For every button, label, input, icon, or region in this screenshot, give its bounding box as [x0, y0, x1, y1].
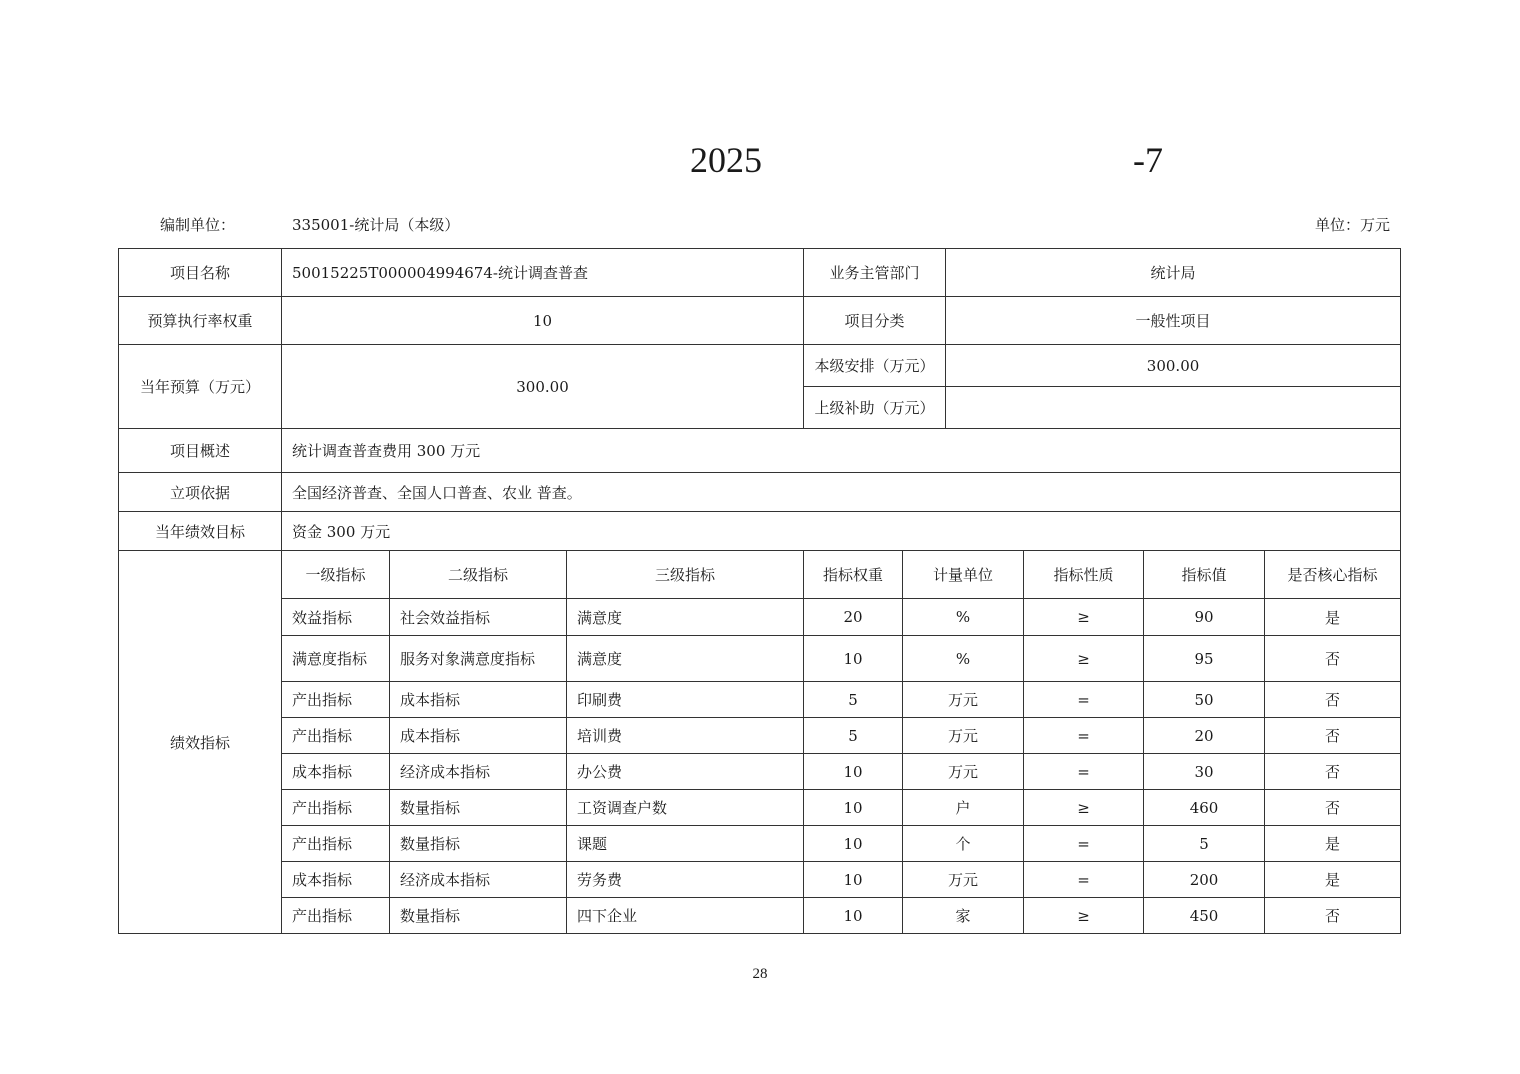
page-number: 28 [752, 966, 768, 982]
indicator-weight: 10 [804, 826, 903, 862]
indicator-unit: % [903, 636, 1024, 682]
indicator-unit: 家 [903, 898, 1024, 934]
indicator-value: 5 [1144, 826, 1265, 862]
indicator-row [119, 790, 1401, 826]
indicator-weight: 10 [804, 862, 903, 898]
indicator-level1: 效益指标 [282, 599, 390, 636]
indicator-level2: 成本指标 [390, 718, 567, 754]
summary-label: 项目概述 [119, 429, 282, 473]
org-value: 335001-统计局（本级） [292, 216, 460, 234]
weight-label: 预算执行率权重 [119, 297, 282, 345]
indicator-level1: 产出指标 [282, 718, 390, 754]
indicator-header-level2: 二级指标 [390, 551, 567, 599]
indicator-row [119, 636, 1401, 682]
indicator-value: 95 [1144, 636, 1265, 682]
indicator-value: 460 [1144, 790, 1265, 826]
indicator-unit: 万元 [903, 718, 1024, 754]
indicator-row [119, 826, 1401, 862]
indicator-core: 是 [1265, 862, 1401, 898]
indicator-weight: 10 [804, 754, 903, 790]
indicator-level3: 工资调查户数 [567, 790, 804, 826]
indicator-header-level3: 三级指标 [567, 551, 804, 599]
indicator-value: 50 [1144, 682, 1265, 718]
local-budget-value: 300.00 [946, 345, 1401, 387]
indicator-level2: 经济成本指标 [390, 862, 567, 898]
indicator-level3: 满意度 [567, 599, 804, 636]
indicator-row [119, 718, 1401, 754]
indicator-level1: 产出指标 [282, 790, 390, 826]
indicator-row [119, 599, 1401, 636]
indicator-header-core: 是否核心指标 [1265, 551, 1401, 599]
upper-subsidy-value [946, 387, 1401, 429]
indicator-level2: 数量指标 [390, 826, 567, 862]
indicator-core: 否 [1265, 790, 1401, 826]
indicator-weight: 10 [804, 790, 903, 826]
indicator-row [119, 862, 1401, 898]
indicator-level2: 社会效益指标 [390, 599, 567, 636]
indicator-header-weight: 指标权重 [804, 551, 903, 599]
indicator-nature: ≥ [1024, 898, 1144, 934]
basis-label: 立项依据 [119, 473, 282, 512]
indicator-nature: = [1024, 718, 1144, 754]
indicator-nature: ≥ [1024, 599, 1144, 636]
indicator-level1: 满意度指标 [282, 636, 390, 682]
indicator-nature: = [1024, 826, 1144, 862]
indicator-unit: 万元 [903, 754, 1024, 790]
indicator-weight: 5 [804, 718, 903, 754]
indicator-unit: % [903, 599, 1024, 636]
indicator-nature: = [1024, 754, 1144, 790]
indicator-unit: 户 [903, 790, 1024, 826]
indicator-value: 90 [1144, 599, 1265, 636]
indicator-level3: 劳务费 [567, 862, 804, 898]
unit-label: 单位：万元 [1314, 216, 1390, 234]
indicator-level3: 四下企业 [567, 898, 804, 934]
summary-value: 统计调查普查费用 300 万元 [282, 429, 1401, 473]
indicator-header-value: 指标值 [1144, 551, 1265, 599]
indicator-weight: 10 [804, 898, 903, 934]
indicator-row [119, 754, 1401, 790]
indicator-value: 30 [1144, 754, 1265, 790]
goal-value: 资金 300 万元 [282, 512, 1401, 551]
weight-value: 10 [282, 297, 804, 345]
indicator-value: 20 [1144, 718, 1265, 754]
budget-label: 当年预算（万元） [119, 345, 282, 429]
indicator-core: 否 [1265, 898, 1401, 934]
indicator-value: 200 [1144, 862, 1265, 898]
indicator-core: 是 [1265, 599, 1401, 636]
indicator-level3: 满意度 [567, 636, 804, 682]
indicator-row [119, 898, 1401, 934]
indicator-unit: 个 [903, 826, 1024, 862]
indicator-header-nature: 指标性质 [1024, 551, 1144, 599]
indicator-level1: 成本指标 [282, 754, 390, 790]
indicator-core: 否 [1265, 636, 1401, 682]
indicator-core: 否 [1265, 754, 1401, 790]
indicator-weight: 20 [804, 599, 903, 636]
indicator-nature: = [1024, 862, 1144, 898]
indicator-level3: 培训费 [567, 718, 804, 754]
indicator-header-level1: 一级指标 [282, 551, 390, 599]
org-label: 编制单位： [160, 216, 236, 234]
category-label: 项目分类 [804, 297, 946, 345]
indicator-nature: ≥ [1024, 636, 1144, 682]
indicator-nature: = [1024, 682, 1144, 718]
category-value: 一般性项目 [946, 297, 1401, 345]
goal-label: 当年绩效目标 [119, 512, 282, 551]
indicator-level3: 课题 [567, 826, 804, 862]
indicator-level1: 产出指标 [282, 898, 390, 934]
indicator-core: 否 [1265, 682, 1401, 718]
indicator-level2: 服务对象满意度指标 [390, 636, 567, 682]
upper-subsidy-label: 上级补助（万元） [804, 387, 946, 429]
indicator-core: 否 [1265, 718, 1401, 754]
indicator-level2: 经济成本指标 [390, 754, 567, 790]
indicator-level3: 印刷费 [567, 682, 804, 718]
project-name-label: 项目名称 [119, 249, 282, 297]
indicator-core: 是 [1265, 826, 1401, 862]
indicator-level2: 成本指标 [390, 682, 567, 718]
indicator-unit: 万元 [903, 862, 1024, 898]
project-performance-table [118, 248, 1401, 934]
indicator-value: 450 [1144, 898, 1265, 934]
indicator-header-unit: 计量单位 [903, 551, 1024, 599]
indicator-level3: 办公费 [567, 754, 804, 790]
project-name-value: 50015225T000004994674-统计调查普查 [282, 249, 804, 297]
basis-value: 全国经济普查、全国人口普查、农业 普查。 [282, 473, 1401, 512]
indicator-weight: 5 [804, 682, 903, 718]
indicator-row [119, 682, 1401, 718]
local-budget-label: 本级安排（万元） [804, 345, 946, 387]
dept-value: 统计局 [946, 249, 1401, 297]
indicator-level2: 数量指标 [390, 898, 567, 934]
page-title-year: 2025 [690, 140, 762, 180]
indicator-unit: 万元 [903, 682, 1024, 718]
budget-value: 300.00 [282, 345, 804, 429]
indicators-label: 绩效指标 [119, 551, 282, 934]
dept-label: 业务主管部门 [804, 249, 946, 297]
indicator-weight: 10 [804, 636, 903, 682]
indicator-level2: 数量指标 [390, 790, 567, 826]
indicator-level1: 成本指标 [282, 862, 390, 898]
page-title-suffix: -7 [1133, 140, 1163, 180]
indicator-level1: 产出指标 [282, 682, 390, 718]
indicator-nature: ≥ [1024, 790, 1144, 826]
indicator-level1: 产出指标 [282, 826, 390, 862]
